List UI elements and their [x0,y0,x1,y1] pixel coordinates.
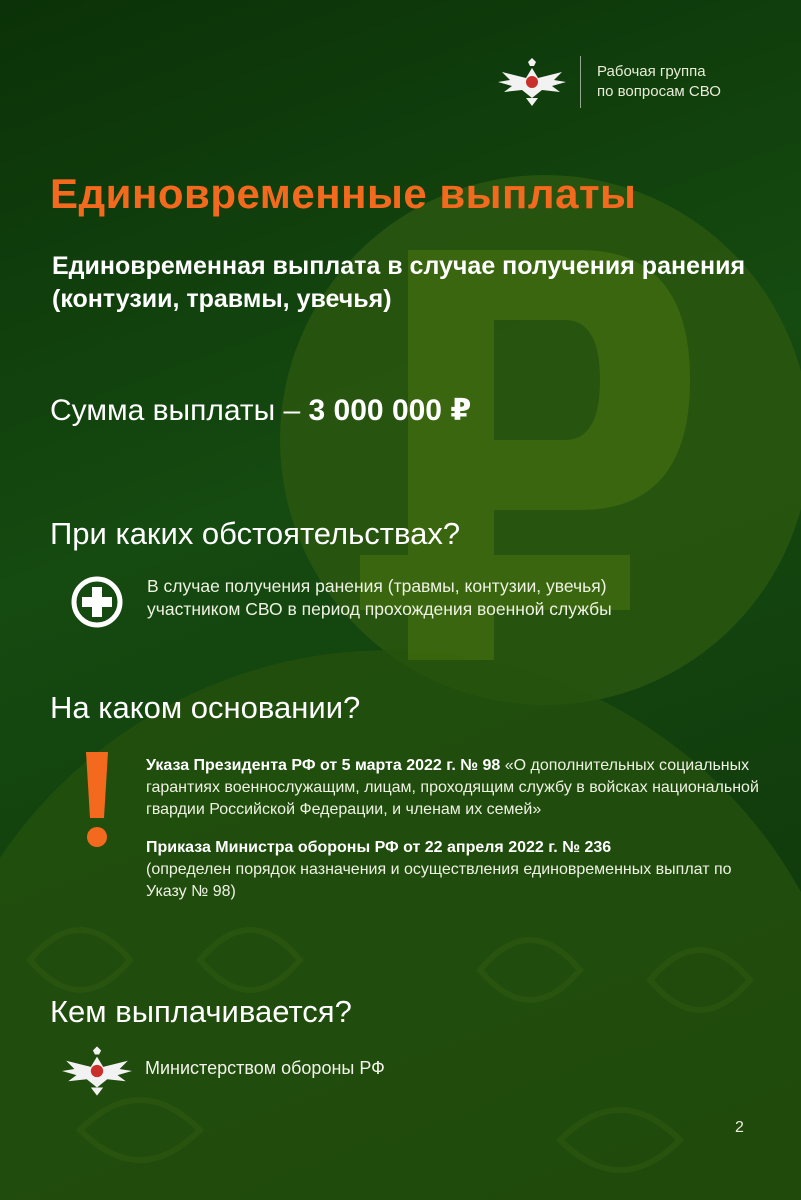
decree-title: Указа Президента РФ от 5 марта 2022 г. № 98 [146,757,501,774]
exclamation-icon [80,752,114,848]
amount-label: Сумма выплаты – [50,394,309,427]
eagle-emblem-icon [60,1046,134,1096]
circumstances-line-1: В случае получения ранения (травмы, контузии, увечья) [147,576,607,596]
org-line-2: по вопросам СВО [597,83,721,100]
payer-name: Министерством обороны РФ [145,1058,385,1078]
amount-value: 3 000 000 ₽ [308,394,472,427]
plus-circle-icon [70,575,124,629]
basis-item-order [146,837,766,903]
payment-amount [50,393,471,428]
decree-description: «О дополнительных социальных гарантиях военнослужащим, лицам, проходящим службу в войсках национальной гвардии Российской Федерации, и членам их семей» [146,757,759,818]
basis-heading: На каком основании? [50,690,361,725]
basis-item-decree [146,755,766,821]
page-number: 2 [735,1119,744,1136]
header-divider [580,56,581,108]
circumstances-line-2: участником СВО в период прохождения военной службы [147,599,612,619]
org-line-1: Рабочая группа [597,63,706,80]
circumstances-heading: При каких обстоятельствах? [50,516,461,551]
payer-heading: Кем выплачивается? [50,994,352,1029]
org-name [597,62,721,102]
order-title: Приказа Министра обороны РФ от 22 апреля 2022 г. № 236 [146,839,612,856]
circumstances-text [147,575,767,621]
basis-list [146,755,766,919]
header [496,56,721,108]
eagle-emblem-icon [496,58,568,106]
page-title: Единовременные выплаты [50,170,637,217]
page-subtitle: Единовременная выплата в случае получения ранения (контузии, травмы, увечья) [52,252,746,313]
order-description: (определен порядок назначения и осуществления единовременных выплат по Указу № 98) [146,861,732,900]
